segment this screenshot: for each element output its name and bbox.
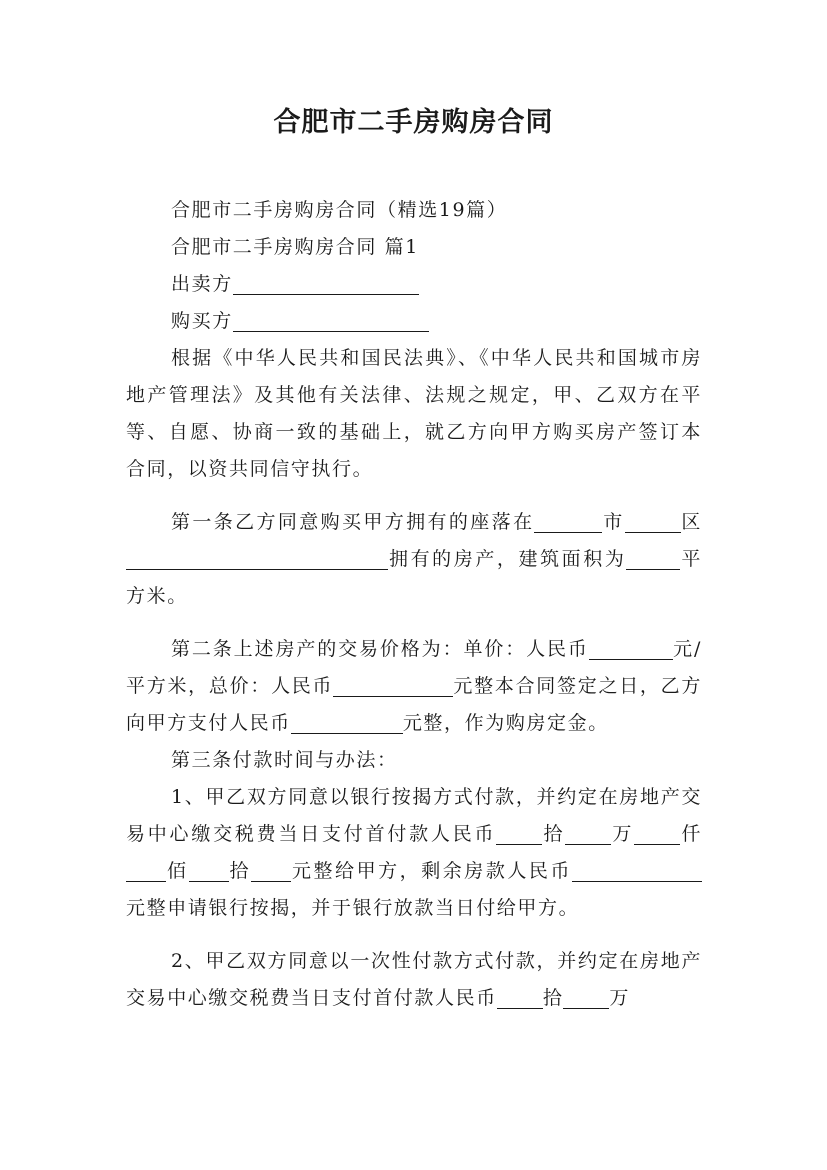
item-1-text-b: 拾: [542, 823, 566, 845]
amount-blank: [634, 820, 680, 845]
article-2-text-a: 第二条上述房产的交易价格为：单价：人民币: [171, 638, 589, 660]
district-blank: [625, 508, 681, 533]
city-blank: [534, 508, 602, 533]
article-1-text-b: 市: [602, 511, 625, 533]
article-1-text-c: 区: [680, 511, 703, 533]
amount-blank: [126, 857, 166, 882]
loan-amount-blank: [572, 857, 702, 882]
seller-line: [126, 266, 702, 303]
amount-blank: [251, 857, 291, 882]
item-1-text-d: 仟: [680, 823, 702, 845]
buyer-label: 购买方: [171, 310, 233, 332]
document-body: [126, 192, 702, 1017]
amount-blank: [563, 984, 609, 1009]
part-heading: 合肥市二手房购房合同 篇1: [171, 236, 419, 258]
item-1-text-f: 拾: [228, 860, 251, 882]
location-blank: [126, 545, 388, 570]
preamble-paragraph: 根据《中华人民共和国民法典》、《中华人民共和国城市房地产管理法》及其他有关法律、法规之规定，甲、乙双方在平等、自愿、协商一致的基础上，就乙方向甲方购买房产签订本合同，以资共同信守执行。: [126, 347, 702, 480]
subtitle: 合肥市二手房购房合同（精选19篇）: [171, 199, 508, 221]
item-1-text-e: 佰: [166, 860, 189, 882]
item-2-text-c: 万: [609, 987, 631, 1009]
article-3-heading: 第三条付款时间与办法：: [171, 749, 398, 771]
seller-label: 出卖方: [171, 273, 233, 295]
document-title: 合肥市二手房购房合同: [273, 107, 554, 138]
article-2-text-b: 元/平方米，总价：人民币: [126, 638, 702, 697]
payment-item-1: [126, 779, 702, 927]
buyer-blank: [233, 307, 429, 332]
article-2-text-c: 元整本合同签定之日，乙方向甲方支付人民币: [126, 675, 702, 734]
article-1-text-d: 拥有的房产，建筑面积为: [388, 548, 627, 570]
item-1-text-g: 元整给甲方，剩余房款人民币: [291, 860, 572, 882]
item-1-text-h: 元整申请银行按揭，并于银行放款当日付给甲方。: [126, 897, 580, 919]
item-2-text-a: 2、甲乙双方同意以一次性付款方式付款，并约定在房地产交易中心缴交税费当日支付首付款人民币: [126, 950, 702, 1009]
total-price-blank: [333, 672, 453, 697]
article-2-text-d: 元整，作为购房定金。: [402, 712, 609, 734]
article-2: [126, 631, 702, 742]
payment-item-2: [126, 943, 702, 1017]
item-1-text-a: 1、甲乙双方同意以银行按揭方式付款，并约定在房地产交易中心缴交税费当日支付首付款人民币: [126, 786, 702, 845]
article-1-text-e: 平方米。: [126, 548, 702, 607]
area-blank: [626, 545, 680, 570]
article-1: [126, 504, 702, 615]
amount-blank: [496, 820, 542, 845]
amount-blank: [497, 984, 543, 1009]
amount-blank: [565, 820, 611, 845]
seller-blank: [233, 270, 419, 295]
article-1-text-a: 第一条乙方同意购买甲方拥有的座落在: [171, 511, 535, 533]
item-1-text-c: 万: [611, 823, 635, 845]
buyer-line: [126, 303, 702, 340]
amount-blank: [189, 857, 229, 882]
item-2-text-b: 拾: [542, 987, 564, 1009]
deposit-blank: [291, 709, 403, 734]
unit-price-blank: [589, 635, 673, 660]
